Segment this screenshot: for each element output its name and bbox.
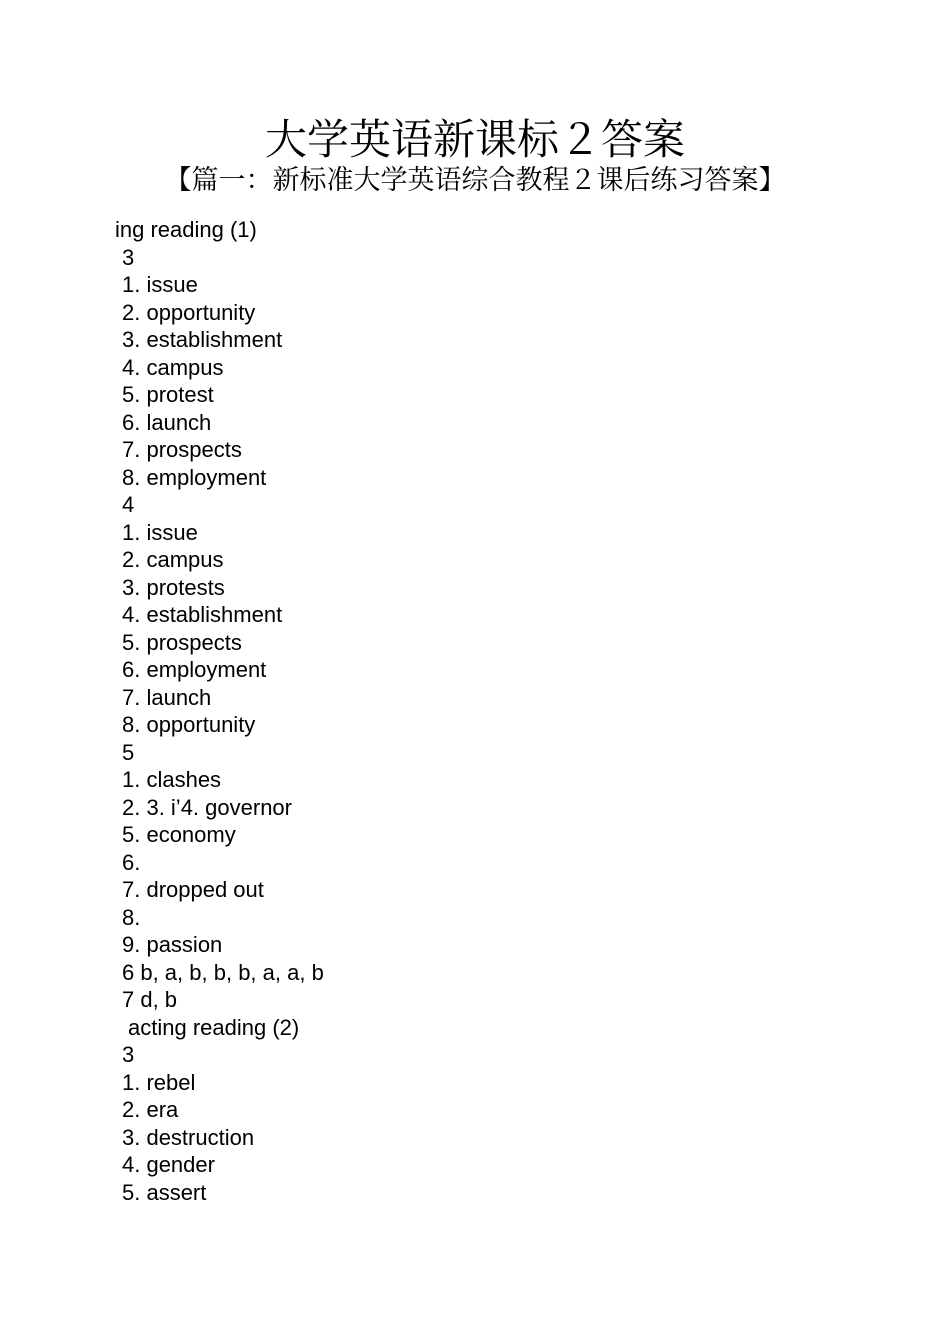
- answer-item: 1. issue: [122, 519, 198, 545]
- document-title: 大学英语新课标２答案: [264, 115, 685, 164]
- answer-item: 5. assert: [122, 1179, 207, 1205]
- answer-item: 4. campus: [122, 354, 224, 380]
- section-heading: ing reading (1): [115, 217, 257, 242]
- document-subtitle: 【篇一：新标准大学英语综合教程２课后练习答案】: [164, 165, 786, 196]
- answer-item: 1. rebel: [122, 1069, 196, 1095]
- answer-list: [0, 216, 950, 1206]
- answer-item: 5. economy: [122, 822, 236, 847]
- exercise-number: 4: [122, 492, 135, 517]
- answer-item: 7. launch: [122, 684, 212, 710]
- answer-item: 4. gender: [122, 1152, 215, 1177]
- answer-item: 8. employment: [122, 464, 267, 490]
- answer-item: 1. issue: [122, 272, 198, 297]
- answer-item: 1. clashes: [122, 767, 222, 792]
- answer-item: 3. establishment: [122, 327, 283, 352]
- answer-item: 5. prospects: [122, 629, 242, 655]
- answer-item: 6 b, a, b, b, b, a, a, b: [122, 959, 324, 985]
- answer-item: 4. establishment: [122, 602, 283, 627]
- answer-item: 7. dropped out: [122, 877, 264, 902]
- exercise-number: 5: [122, 739, 135, 765]
- exercise-number: 3: [122, 244, 135, 270]
- answer-item: 9. passion: [122, 932, 223, 957]
- answer-item: 8.: [122, 904, 141, 930]
- answer-item: 2. opportunity: [122, 299, 256, 325]
- answer-item: 7 d, b: [122, 987, 178, 1012]
- answer-item: 3. protests: [122, 574, 225, 600]
- answer-item: 3. destruction: [122, 1124, 255, 1150]
- answer-item: 2. 3. i’4. governor: [122, 794, 292, 820]
- answer-item: 2. era: [122, 1097, 179, 1122]
- answer-item: 5. protest: [122, 382, 214, 407]
- section-heading: acting reading (2): [128, 1014, 300, 1040]
- answer-item: 2. campus: [122, 547, 224, 572]
- answer-item: 8. opportunity: [122, 712, 256, 737]
- answer-item: 7. prospects: [122, 437, 242, 462]
- exercise-number: 3: [122, 1042, 135, 1067]
- answer-item: 6. launch: [122, 409, 212, 435]
- answer-item: 6. employment: [122, 657, 267, 682]
- answer-item: 6.: [122, 849, 141, 875]
